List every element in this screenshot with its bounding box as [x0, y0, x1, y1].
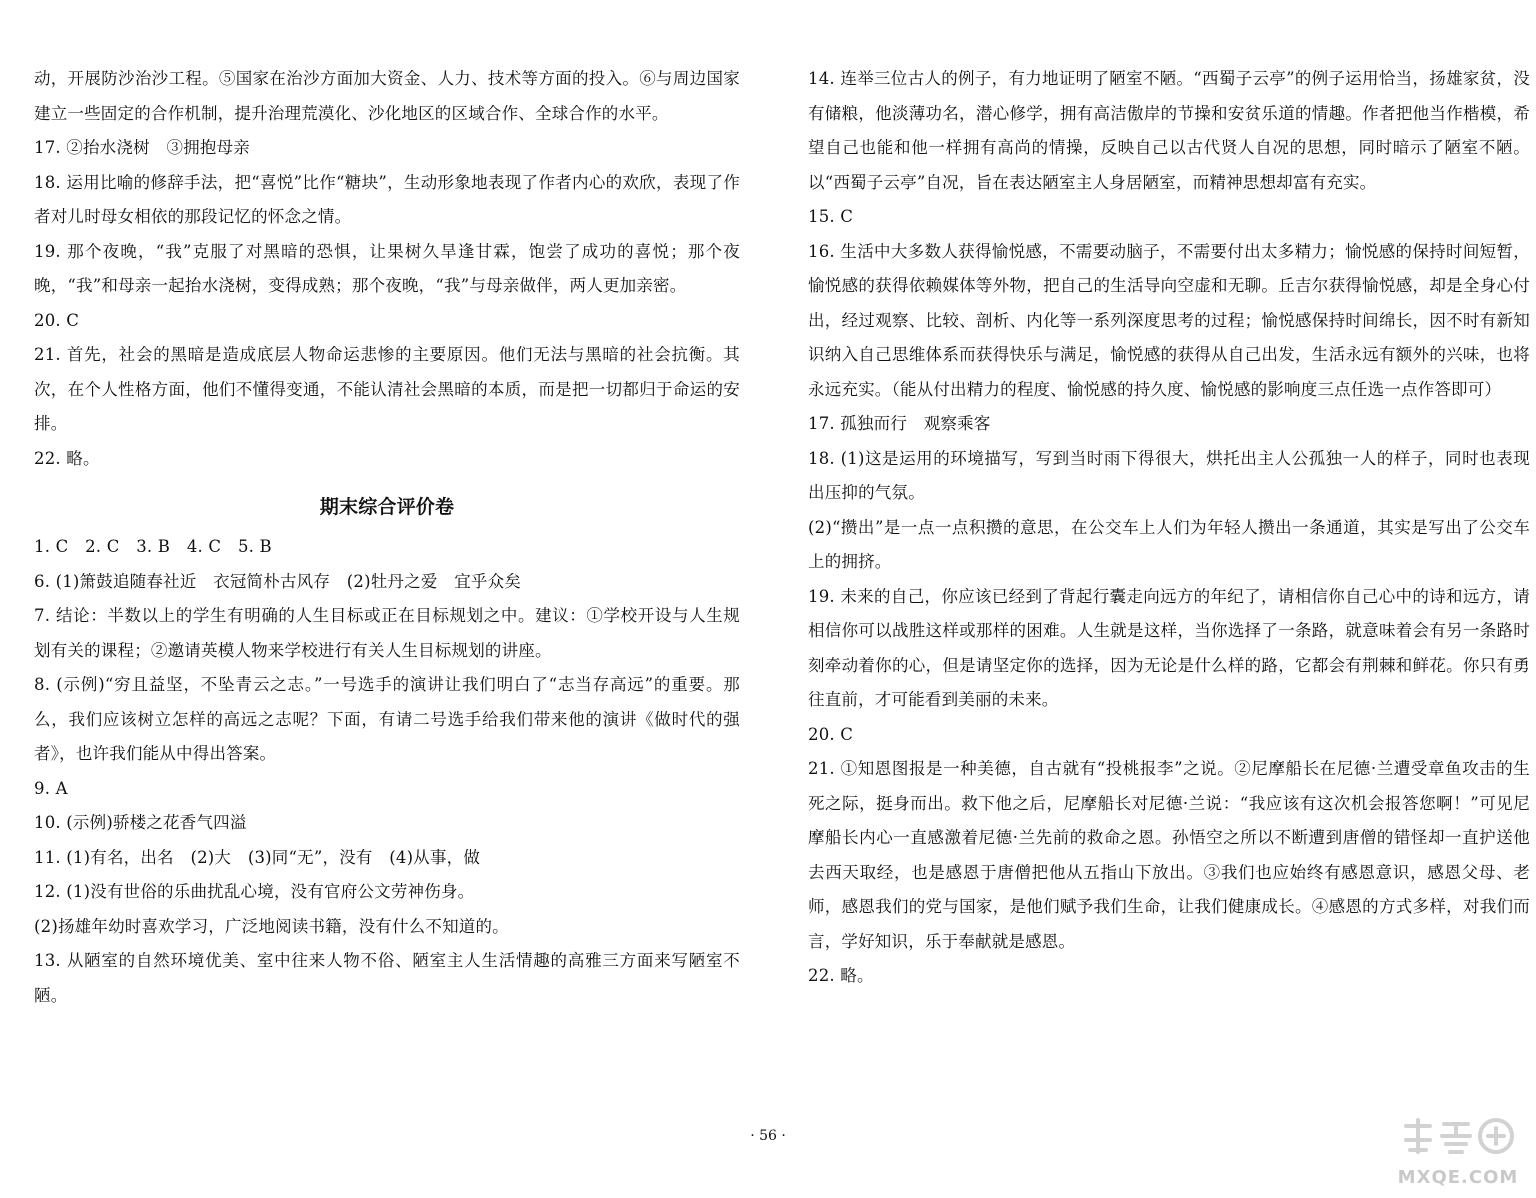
- left-column: [34, 62, 740, 1013]
- answer-paragraph: 18. (1)这是运用的环境描写，写到当时雨下得很大，烘托出主人公孤独一人的样子，同时也表现出压抑的气氛。: [808, 448, 1530, 502]
- answer-paragraph: 9. A: [34, 778, 68, 798]
- answer-paragraph: 动，开展防沙治沙工程。⑤国家在治沙方面加大资金、人力、技术等方面的投入。⑥与周边国家建立一些固定的合作机制，提升治理荒漠化、沙化地区的区域合作、全球合作的水平。: [34, 69, 740, 123]
- answer-paragraph: 18. 运用比喻的修辞手法，把“喜悦”比作“糖块”，生动形象地表现了作者内心的欢欣，表现了作者对儿时母女相依的那段记忆的怀念之情。: [34, 172, 740, 226]
- answer-paragraph: (2)扬雄年幼时喜欢学习，广泛地阅读书籍，没有什么不知道的。: [34, 916, 509, 936]
- section-title: 期末综合评价卷: [319, 496, 455, 518]
- answer-paragraph: 20. C: [34, 310, 80, 330]
- answer-paragraph: 1. C 2. C 3. B 4. C 5. B: [34, 537, 272, 556]
- answer-paragraph: 21. ①知恩图报是一种美德，自古就有“投桃报李”之说。②尼摩船长在尼德·兰遭受章鱼攻击的生死之际，挺身而出。救下他之后，尼摩船长对尼德·兰说：“我应该有这次机会报答您啊！”可见尼摩船长内心一直感激着尼德·兰先前的救命之恩。孙悟空之所以不断遭到唐僧的错怪却一直护送他去西天取经，也是感恩于唐僧把他从五指山下放出。③我们也应始终有感恩意识，感恩父母、老师，感恩我们的党与国家，是他们赋予我们生命，让我们健康成长。④感恩的方式多样，对我们而言，学好知识，乐于奉献就是感恩。: [808, 759, 1530, 951]
- answer-paragraph: 12. (1)没有世俗的乐曲扰乱心境，没有官府公文劳神伤身。: [34, 882, 475, 901]
- answer-paragraph: 20. C: [808, 724, 854, 744]
- answer-paragraph: 13. 从陋室的自然环境优美、室中往来人物不俗、陋室主人生活情趣的高雅三方面来写陋室不陋。: [34, 951, 740, 1005]
- answer-paragraph: 19. 未来的自己，你应该已经到了背起行囊走向远方的年纪了，请相信你自己心中的诗和远方，请相信你可以战胜这样或那样的困难。人生就是这样，当你选择了一条路，就意味着会有另一条路时刻牵动着你的心，但是请坚定你的选择，因为无论是什么样的路，它都会有荆棘和鲜花。你只有勇往直前，才可能看到美丽的未来。: [808, 586, 1530, 709]
- answer-paragraph: 17. ②抬水浇树 ③拥抱母亲: [34, 138, 250, 157]
- answer-paragraph: 6. (1)箫鼓追随春社近 衣冠简朴古风存 (2)牡丹之爱 宜乎众矣: [34, 571, 522, 591]
- answer-paragraph: 21. 首先，社会的黑暗是造成底层人物命运悲惨的主要原因。他们无法与黑暗的社会抗衡。其次，在个人性格方面，他们不懂得变通，不能认清社会黑暗的本质，而是把一切都归于命运的安排。: [34, 345, 740, 433]
- right-column: [808, 62, 1530, 994]
- watermark-mark-icon: [1400, 1116, 1516, 1156]
- page-number: · 56 ·: [750, 1128, 786, 1144]
- answer-paragraph: 11. (1)有名，出名 (2)大 (3)同“无”，没有 (4)从事，做: [34, 847, 481, 867]
- answer-paragraph: 8. (示例)“穷且益坚，不坠青云之志。”一号选手的演讲让我们明白了“志当存高远”的重要。那么，我们应该树立怎样的高远之志呢？下面，有请二号选手给我们带来他的演讲《做时代的强者》，也许我们能从中得出答案。: [34, 675, 740, 763]
- watermark-url: MXQE.COM: [1397, 1167, 1519, 1188]
- answer-paragraph: 15. C: [808, 207, 854, 226]
- answer-paragraph: 17. 孤独而行 观察乘客: [808, 414, 991, 433]
- answer-paragraph: 10. (示例)骄楼之花香气四溢: [34, 813, 247, 832]
- answer-paragraph: 22. 略。: [34, 448, 100, 468]
- answer-paragraph: 19. 那个夜晚，“我”克服了对黑暗的恐惧，让果树久旱逢甘霖，饱尝了成功的喜悦；那个夜晚，“我”和母亲一起抬水浇树，变得成熟；那个夜晚，“我”与母亲做伴，两人更加亲密。: [34, 241, 740, 295]
- watermark-logo: [1394, 1116, 1522, 1188]
- answer-paragraph: 22. 略。: [808, 966, 874, 985]
- answer-paragraph: (2)“攒出”是一点一点积攒的意思，在公交车上人们为年轻人攒出一条通道，其实是写出了公交车上的拥挤。: [808, 517, 1530, 571]
- answer-paragraph: 16. 生活中大多数人获得愉悦感，不需要动脑子，不需要付出太多精力；愉悦感的保持时间短暂，愉悦感的获得依赖媒体等外物，把自己的生活导向空虚和无聊。丘吉尔获得愉悦感，却是全身心付出，经过观察、比较、剖析、内化等一系列深度思考的过程；愉悦感保持时间绵长，因不时有新知识纳入自己思维体系而获得快乐与满足，愉悦感的获得从自己出发，生活永远有额外的兴味，也将永远充实。（能从付出精力的程度、愉悦感的持久度、愉悦感的影响度三点任选一点作答即可）: [808, 241, 1530, 399]
- answer-paragraph: 7. 结论：半数以上的学生有明确的人生目标或正在目标规划之中。建议：①学校开设与人生规划有关的课程；②邀请英模人物来学校进行有关人生目标规划的讲座。: [34, 606, 740, 660]
- answer-paragraph: 14. 连举三位古人的例子，有力地证明了陋室不陋。“西蜀子云亭”的例子运用恰当，扬雄家贫，没有储粮，他淡薄功名，潜心修学，拥有高洁傲岸的节操和安贫乐道的情趣。作者把他当作楷模，希望自己也能和他一样拥有高尚的情操，反映自己以古代贤人自况的思想，同时暗示了陋室不陋。以“西蜀子云亭”自况，旨在表达陋室主人身居陋室，而精神思想却富有充实。: [808, 69, 1530, 192]
